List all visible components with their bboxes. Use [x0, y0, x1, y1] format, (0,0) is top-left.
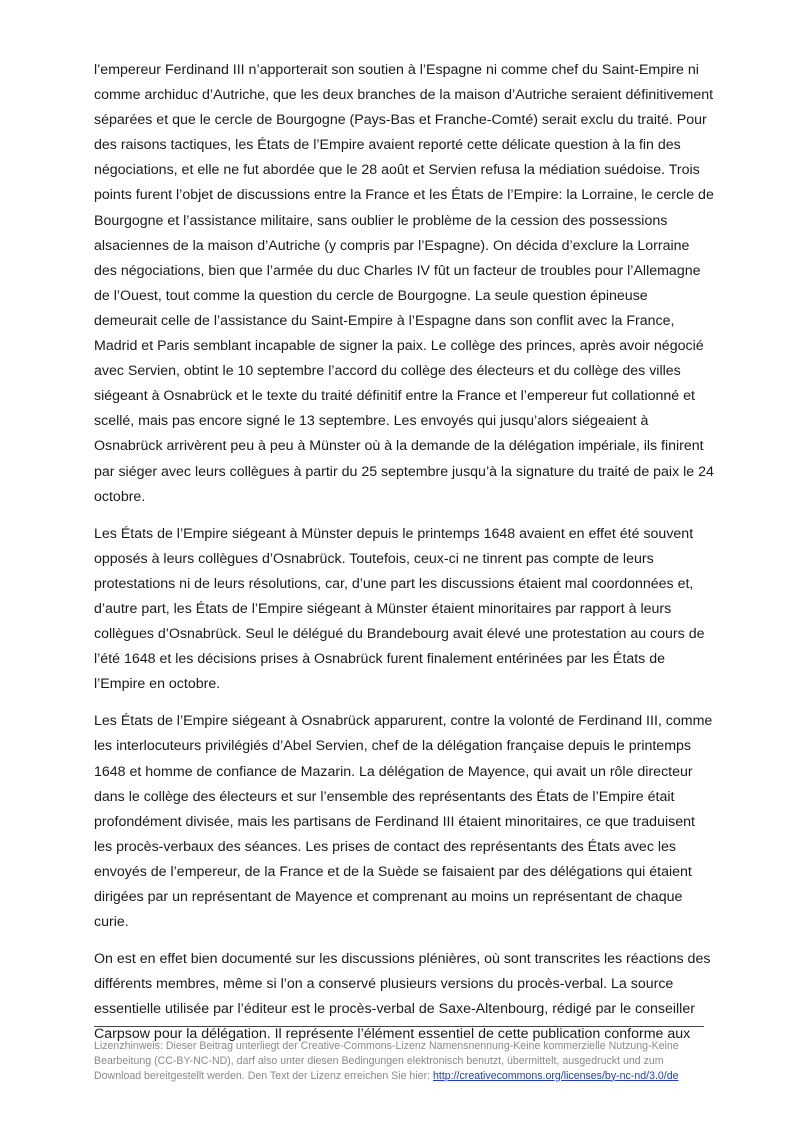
license-notice — [94, 1039, 706, 1083]
license-link[interactable]: http://creativecommons.org/licenses/by-nc-nd/3.0/de — [433, 1069, 679, 1082]
paragraph-3: Les États de l’Empire siégeant à Osnabrück apparurent, contre la volonté de Ferdinand III, comme les interlocuteurs privilégiés d’Abel Servien, chef de la délégation française depuis le printemps 1648 et homme de confiance de Mazarin. La délégation de Mayence, qui avait un rôle directeur dans le collège des électeurs et sur l’ensemble des représentants des États de l’Empire était profondément divisée, mais les partisans de Ferdinand III étaient minoritaires, ce que traduisent les procès-verbaux des séances. Les prises de contact des représentants des États avec les envoyés de l’empereur, de la France et de la Suède se faisaient par des délégations qui étaient dirigées par un représentant de Mayence et comprenant au moins un représentant de chaque curie. — [94, 713, 713, 931]
paragraph-4: On est en effet bien documenté sur les discussions plénières, où sont transcrites les réactions des différents membres, même si l’on a conservé plusieurs versions du procès-verbal. La source essentielle utilisée par l’éditeur est le procès-verbal de Saxe-Altenbourg, rédigé par le conseiller Carpsow pour la délégation. Il représente l’élément essentiel de cette publication conforme aux — [94, 951, 711, 1043]
paragraph-1: l’empereur Ferdinand III n’apporterait son soutien à l’Espagne ni comme chef du Saint-Empire ni comme archiduc d’Autriche, que les deux branches de la maison d’Autriche seraient définitivement séparées et que le cercle de Bourgogne (Pays-Bas et Franche-Comté) serait exclu du traité. Pour des raisons tactiques, les États de l’Empire avaient reporté cette délicate question à la fin des négociations, et elle ne fut abordée que le 28 août et Servien refusa la médiation suédoise. Trois points furent l’objet de discussions entre la France et les États de l’Empire: la Lorraine, le cercle de Bourgogne et l’assistance militaire, sans oublier le problème de la cession des possessions alsaciennes de la maison d’Autriche (y compris par l’Espagne). On décida d’exclure la Lorraine des négociations, bien que l’armée du duc Charles IV fût un facteur de troubles pour l’Allemagne de l’Ouest, tout comme la question du cercle de Bourgogne. La seule question épineuse demeurait celle de l’assistance du Saint-Empire à l’Espagne dans son conflit avec la France, Madrid et Paris semblant incapable de signer la paix. Le collège des princes, après avoir négocié avec Servien, obtint le 10 septembre l’accord du collège des électeurs et du collège des villes siégeant à Osnabrück et le texte du traité définitif entre la France et l’empereur fut collationné et scellé, mais pas encore signé le 13 septembre. Les envoyés qui jusqu’alors siégeaient à Osnabrück arrivèrent peu à peu à Münster où à la demande de la délégation impériale, ils finirent par siéger avec leurs collègues à partir du 25 septembre jusqu’à la signature du traité de paix le 24 octobre. — [94, 62, 714, 505]
paragraph-2: Les États de l’Empire siégeant à Münster depuis le printemps 1648 avaient en effet été souvent opposés à leurs collègues d’Osnabrück. Toutefois, ceux-ci ne tinrent pas compte de leurs protestations ni de leurs résolutions, car, d’une part les discussions étaient mal coordonnées et, d’autre part, les États de l’Empire siégeant à Münster étaient minoritaires par rapport à leurs collègues d’Osnabrück. Seul le délégué du Brandebourg avait élevé une protestation au cours de l’été 1648 et les décisions prises à Osnabrück furent finalement entérinées par les États de l’Empire en octobre. — [94, 525, 705, 693]
body-text — [94, 58, 714, 1060]
footer-divider — [94, 1026, 704, 1027]
license-text: Lizenzhinweis: Dieser Beitrag unterliegt der Creative-Commons-Lizenz Namensnennung-Keine kommerzielle Nutzung-Keine Bearbeitung (CC-BY-NC-ND), darf also unter diesen Bedingungen elektronisch benutzt, übermittelt, ausgedruckt und zum Download bereitgestellt werden. Den Text der Lizenz erreichen Sie hier: — [94, 1040, 679, 1082]
